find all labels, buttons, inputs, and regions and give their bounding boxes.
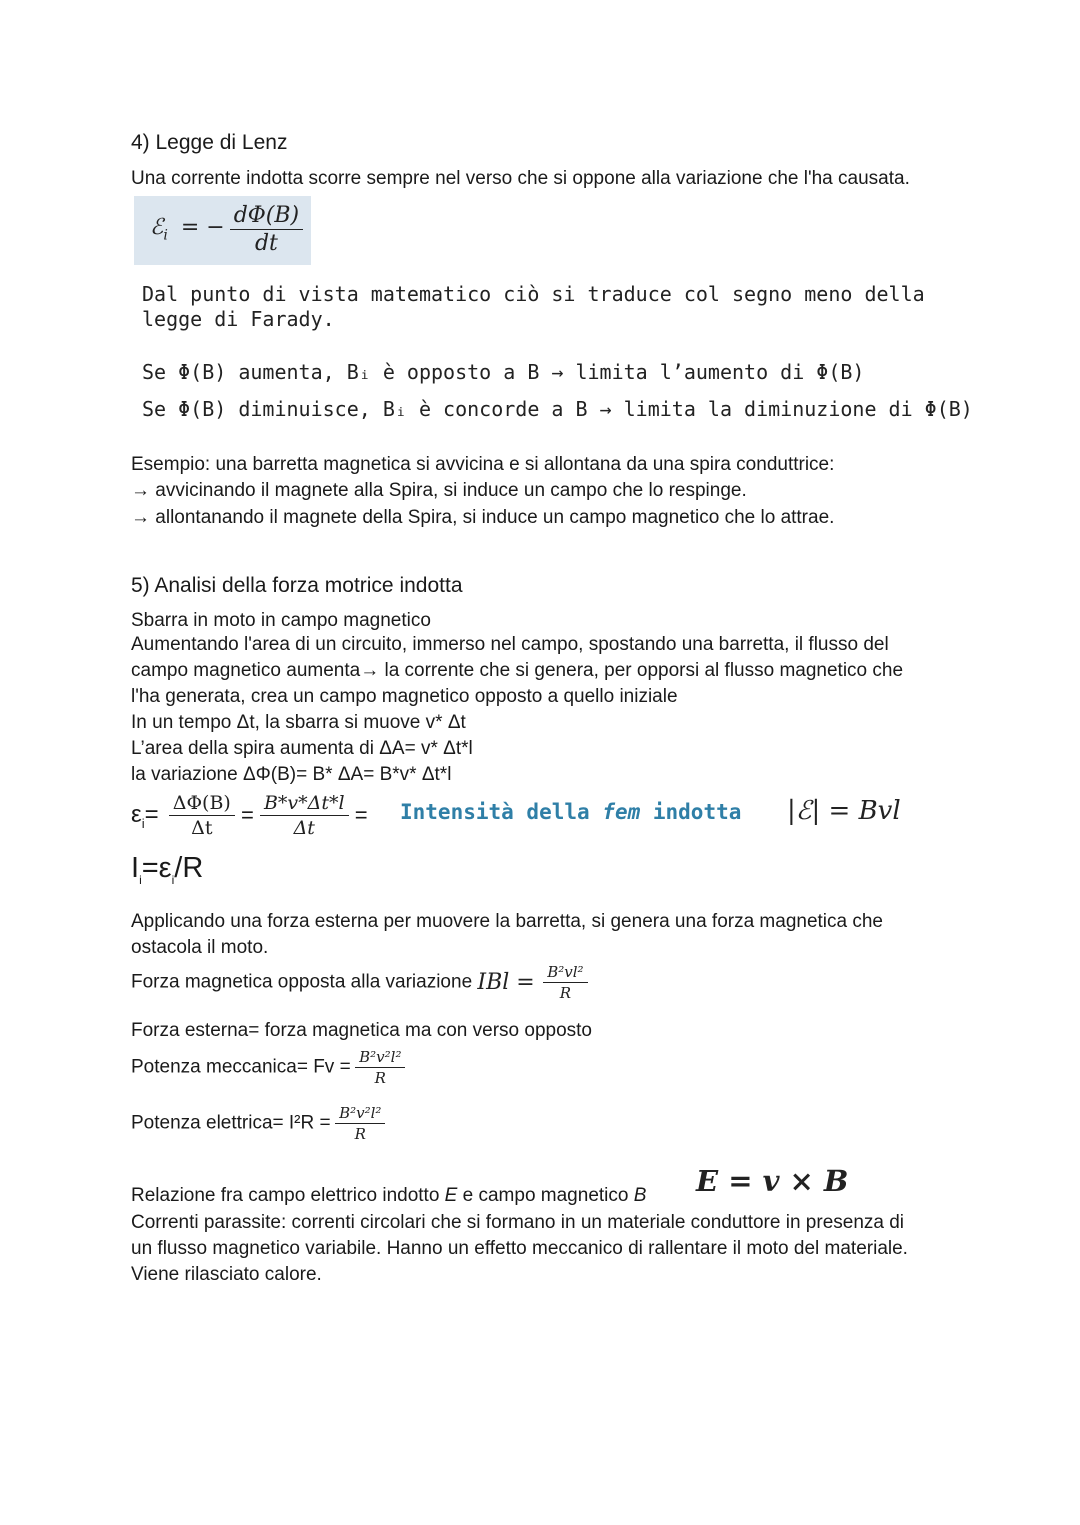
eddy-line-1: Correnti parassite: correnti circolari che si formano in un materiale conduttore in presenza di <box>131 1212 905 1233</box>
relation-formula: E = v × B <box>696 1164 849 1198</box>
emf-fraction-1-numerator: ΔΦ(B) <box>169 792 235 816</box>
apply-line-1: Applicando una forza esterna per muovere la barretta, si genera una forza magnetica che <box>131 911 884 932</box>
eddy-line-3: Viene rilasciato calore. <box>131 1264 322 1285</box>
emf-fraction-1-denominator: Δt <box>191 817 213 839</box>
magnetic-force-line: Forza magnetica opposta alla variazione IBl = $\frac{\text{B²vl²}}{R}$ <box>131 963 588 1002</box>
para-line-2: campo magnetico aumenta→ la corrente che si genera, per opporsi al flusso magnetico che <box>131 660 904 681</box>
lenz-intro: Una corrente indotta scorre sempre nel verso che si oppone alla variazione che l'ha causata. <box>131 168 910 189</box>
relation-label: Relazione fra campo elettrico indotto E e campo magnetico B <box>131 1185 647 1206</box>
para-line-1: Aumentando l'area di un circuito, immerso nel campo, spostando una barretta, il flusso del <box>131 634 889 655</box>
external-force-line: Forza esterna= forza magnetica ma con verso opposto <box>131 1020 592 1041</box>
emf-fraction-2-denominator: Δt <box>293 817 315 839</box>
example-line-1: Esempio: una barretta magnetica si avvicina e si allontana da una spira conduttrice: <box>131 454 835 475</box>
apply-line-2: ostacola il moto. <box>131 937 269 958</box>
math-note-line-1: Dal punto di vista matematico ciò si traduce col segno meno della <box>142 282 925 306</box>
line-area: L’area della spira aumenta di ΔA= v* Δt*l <box>131 738 473 759</box>
example-line-2: → avvicinando il magnete alla Spira, si induce un campo che lo respinge. <box>131 480 747 501</box>
para-line-3: l'ha generata, crea un campo magnetico opposto a quello iniziale <box>131 686 678 707</box>
section-4-title: 4) Legge di Lenz <box>131 131 288 154</box>
lenz-formula-denominator: dt <box>254 231 278 256</box>
emf-fraction-2-numerator: B*v*Δt*l <box>260 792 349 816</box>
lenz-rule-decrease: Se Φ(B) diminuisce, Bᵢ è concorde a B → limita la diminuzione di Φ(B) <box>142 397 973 421</box>
lenz-formula-numerator: dΦ(B) <box>230 203 303 230</box>
mechanical-power-line: Potenza meccanica= Fv = $\frac{\text{B²v²l²}}{R}$ <box>131 1048 405 1087</box>
eddy-line-2: un flusso magnetico variabile. Hanno un effetto meccanico di rallentare il moto del materiale. <box>131 1238 908 1259</box>
emf-intensity-label: Intensità della fem indotta <box>400 800 742 824</box>
line-variation: la variazione ΔΦ(B)= B* ΔA= B*v* Δt*l <box>131 764 452 785</box>
math-note-line-2: legge di Farady. <box>142 307 335 331</box>
emf-formula: $\varepsilon_i=$ $\frac{\Delta\Phi(B)}{\Delta t}$ = $\frac{B*v*\Delta t*l}{\Delta t}$ = <box>131 792 368 839</box>
induced-current-formula: $I_i=\varepsilon_i/R$ <box>131 852 204 887</box>
section-5-title: 5) Analisi della forza motrice indotta <box>131 574 463 597</box>
example-line-3: → allontanando il magnete della Spira, si induce un campo magnetico che lo attrae. <box>131 507 835 528</box>
section-5-subtitle: Sbarra in moto in campo magnetico <box>131 610 431 631</box>
electric-power-line: Potenza elettrica= I²R = $\frac{\text{B²v²l²}}{R}$ <box>131 1104 385 1143</box>
line-delta-t: In un tempo Δt, la sbarra si muove v* Δt <box>131 712 466 733</box>
lenz-rule-increase: Se Φ(B) aumenta, Bᵢ è opposto a B → limita l’aumento di Φ(B) <box>142 360 865 384</box>
emf-magnitude-formula: |ℰ| = Bvl <box>787 796 901 826</box>
lenz-formula: ℰ$_i$ = − $\frac{d\Phi(B)}{dt}$ <box>150 203 303 256</box>
